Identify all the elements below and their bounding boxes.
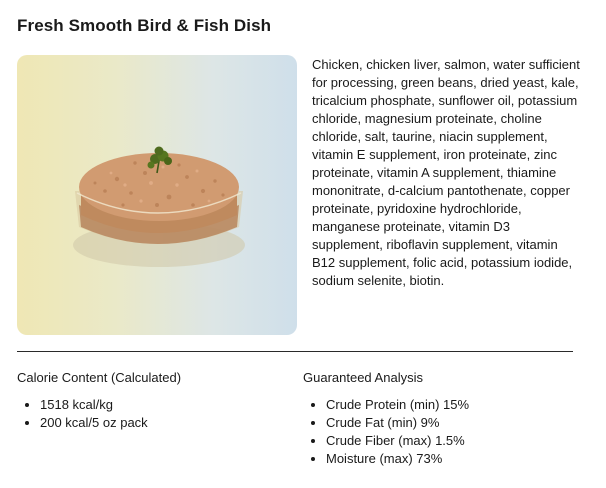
product-image	[17, 55, 297, 335]
list-item: • Crude Fiber (max) 1.5%	[326, 432, 573, 450]
list-item: • 200 kcal/5 oz pack	[40, 414, 277, 432]
guaranteed-analysis-heading: Guaranteed Analysis	[303, 370, 423, 385]
list-item: • Crude Protein (min) 15%	[326, 396, 573, 414]
product-title: Fresh Smooth Bird & Fish Dish	[17, 16, 272, 35]
list-item: • Crude Fat (min) 9%	[326, 414, 573, 432]
ingredients-text: Chicken, chicken liver, salmon, water sufficient for processing, green beans, dried yeast, kale, tricalcium phosphate, sunflower oil, potassium chloride, magnesium proteinate, choline chloride, salt, taurine, niacin supplement, vitamin E supplement, iron proteinate, zinc proteinate, vitamin A supplement, thiamine mononitrate, d-calcium pantothenate, copper proteinate, pyridoxine hydrochloride, manganese proteinate, vitamin D3 supplement, riboflavin supplement, vitamin B12 supplement, folic acid, potassium iodide, sodium selenite, biotin.	[312, 57, 580, 288]
guaranteed-analysis-list	[303, 396, 573, 468]
calorie-content-heading: Calorie Content (Calculated)	[17, 370, 182, 385]
section-divider	[17, 351, 573, 352]
calorie-content-list	[17, 396, 277, 432]
food-dish-illustration	[17, 55, 297, 335]
guaranteed-analysis-section	[303, 370, 573, 468]
list-item: • Moisture (max) 73%	[326, 450, 573, 468]
calorie-content-section	[17, 370, 277, 432]
list-item: • 1518 kcal/kg	[40, 396, 277, 414]
